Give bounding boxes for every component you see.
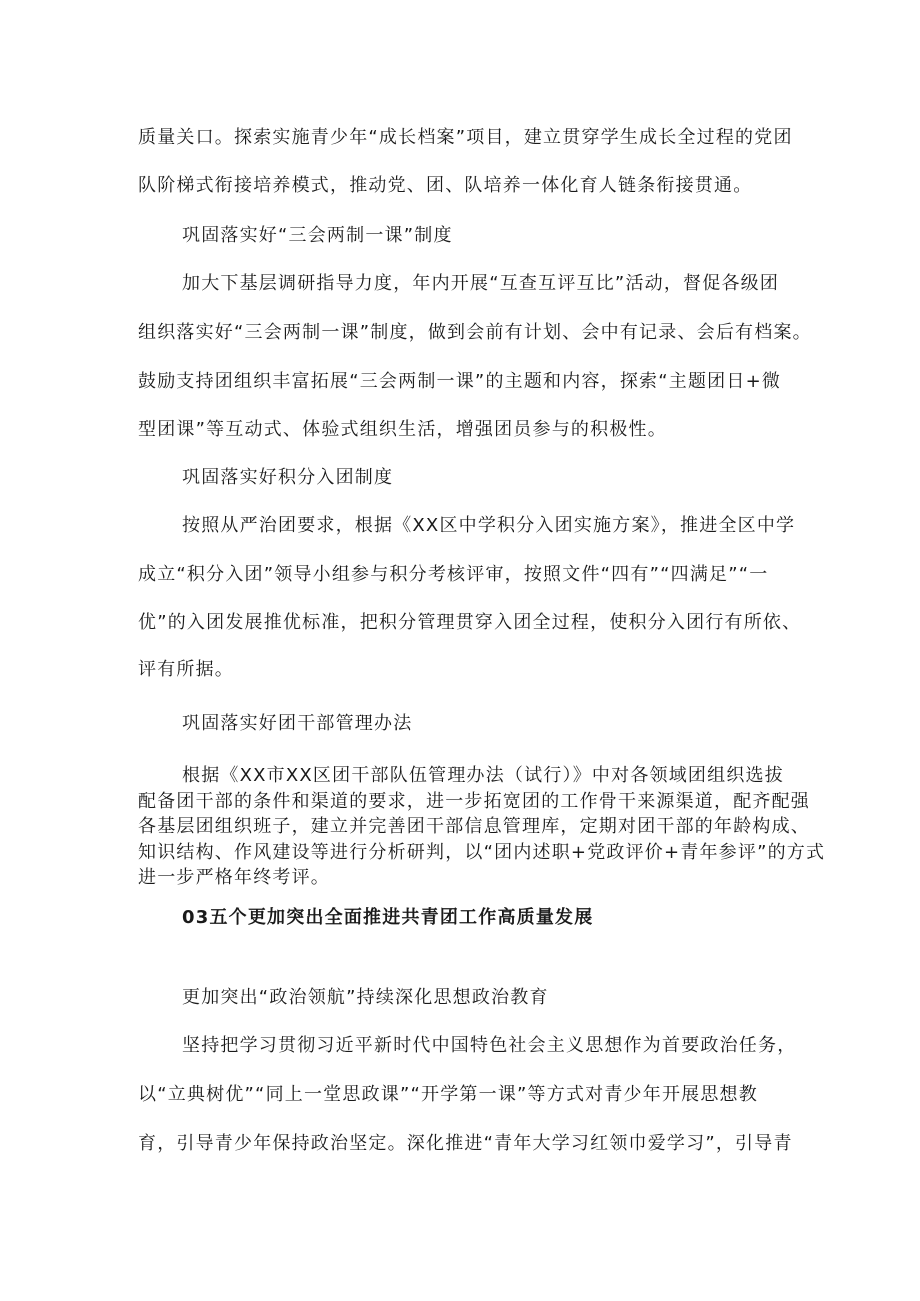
section-heading: 03五个更加突出全面推进共青团工作高质量发展 — [182, 907, 594, 928]
section-subheading: 巩固落实好“三会两制一课”制度 — [182, 225, 453, 246]
section-subheading: 巩固落实好积分入团制度 — [182, 467, 394, 488]
paragraph-line: 成立“积分入团”领导小组参与积分考核评审，按照文件“四有”“四满足”“一 — [138, 564, 769, 585]
paragraph-line: 根据《XX市XX区团干部队伍管理办法（试行）》中对各领域团组织选拔 — [182, 765, 784, 786]
paragraph-line: 坚持把学习贯彻习近平新时代中国特色社会主义思想作为首要政治任务， — [182, 1035, 797, 1056]
paragraph-line: 按照从严治团要求，根据《XX区中学积分入团实施方案》，推进全区中学 — [182, 515, 796, 536]
paragraph-line: 知识结构、作风建设等进行分析研判，以“团内述职+党政评价+青年参评”的方式 — [138, 842, 826, 863]
paragraph-line: 优”的入团发展推优标准，把积分管理贯穿入团全过程，使积分入团行有所依、 — [138, 612, 802, 633]
paragraph-line: 评有所据。 — [138, 659, 234, 680]
paragraph-line: 各基层团组织班子，建立并完善团干部信息管理库，定期对团干部的年龄构成、 — [138, 816, 810, 837]
section-subheading: 更加突出“政治领航”持续深化思想政治教育 — [182, 987, 549, 1008]
paragraph-line: 队阶梯式衔接培养模式，推动党、团、队培养一体化育人链条衔接贯通。 — [138, 175, 753, 196]
paragraph-line: 加大下基层调研指导力度，年内开展“互查互评互比”活动，督促各级团 — [182, 273, 780, 294]
paragraph-line: 鼓励支持团组织丰富拓展“三会两制一课”的主题和内容，探索“主题团日+微 — [138, 371, 782, 392]
paragraph-line: 进一步严格年终考评。 — [138, 867, 330, 888]
paragraph-line: 以“立典树优”“同上一堂思政课”“开学第一课”等方式对青少年开展思想教 — [138, 1084, 758, 1105]
paragraph-line: 组织落实好“三会两制一课”制度，做到会前有计划、会中有记录、会后有档案。 — [138, 322, 812, 343]
paragraph-line: 型团课”等互动式、体验式组织生活，增强团员参与的积极性。 — [138, 419, 667, 440]
paragraph-line: 质量关口。探索实施青少年“成长档案”项目，建立贯穿学生成长全过程的党团 — [138, 127, 793, 148]
paragraph-line: 育，引导青少年保持政治坚定。深化推进“青年大学习红领巾爱学习”，引导青 — [138, 1133, 793, 1154]
section-subheading: 巩固落实好团干部管理办法 — [182, 713, 413, 734]
paragraph-line: 配备团干部的条件和渠道的要求，进一步拓宽团的工作骨干来源渠道，配齐配强 — [138, 791, 810, 812]
